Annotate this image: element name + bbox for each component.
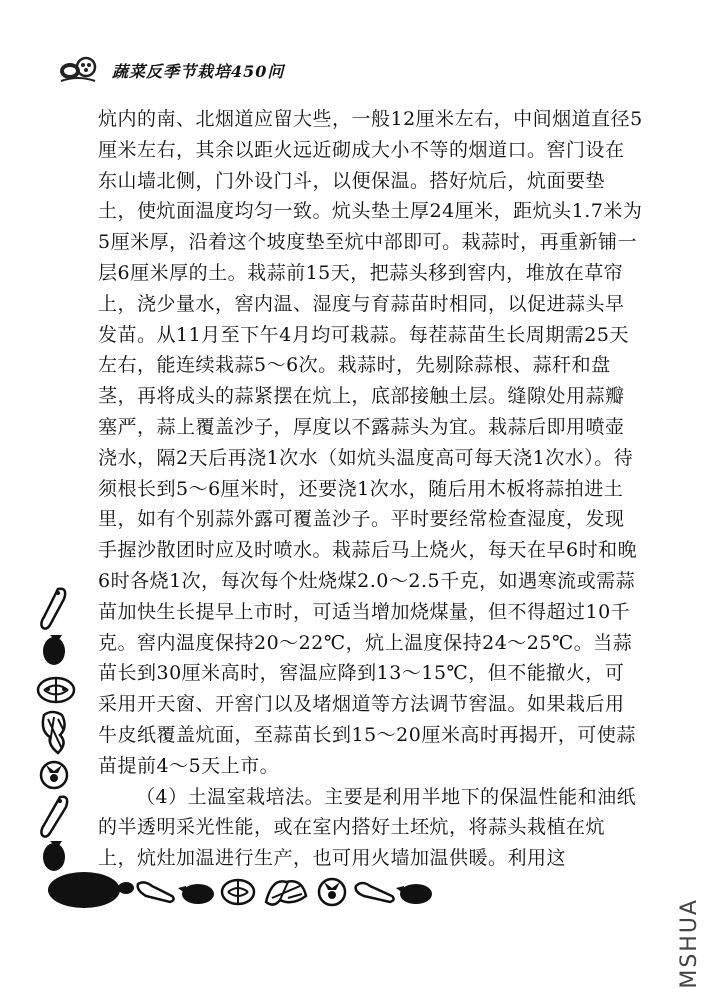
eggplant-icon <box>396 884 432 904</box>
pumpkin-icon <box>222 880 254 904</box>
tomato-icon <box>319 879 345 905</box>
tomato-icon <box>41 762 67 788</box>
cucumber-icon <box>356 883 394 902</box>
page-header <box>58 52 284 88</box>
body-paragraph: （4）土温室栽培法。主要是利用半地下的保温性能和油纸的半透明采光性能，或在室内搭好土坯炕，将蒜头栽植在炕上，炕灶加温进行生产，也可用火墙加温供暖。利用这 <box>98 785 637 870</box>
watermark: MSHUA <box>677 898 702 989</box>
cucumber-icon <box>41 797 67 837</box>
leafy-vegetable-icon <box>266 881 306 904</box>
left-vegetable-border <box>28 585 84 875</box>
pumpkin-icon <box>38 678 74 702</box>
bottom-vegetable-border <box>40 868 440 912</box>
leafy-vegetable-icon <box>43 712 65 753</box>
page-body <box>98 104 643 874</box>
vegetables-logo-icon <box>58 55 98 85</box>
eggplant-icon <box>178 884 214 904</box>
cucumber-icon <box>41 589 65 629</box>
cucumber-icon <box>138 882 174 902</box>
eggplant-icon <box>43 841 65 871</box>
body-paragraph: 炕内的南、北烟道应留大些，一般12厘米左右，中间烟道直径5厘米左右，其余以距火远近砌成大小不等的烟道口。窖门设在东山墙北侧，门外设门斗，以便保温。搭好炕后，炕面要垫土，使炕面温度均匀一致。炕头垫土厚24厘米，距炕头1.7米为5厘米厚，沿着这个坡度垫至炕中部即可。栽蒜时，再重新铺一层6厘米厚的土。栽蒜前15天，把蒜头移到窖内，堆放在草帘上，浇少量水，窖内温、湿度与育蒜苗时相同，以促进蒜头早发苗。从11月至下午4月均可栽蒜。每茬蒜苗生长周期需25天左右，能连续栽蒜5～6次。栽蒜时，先剔除蒜根、蒜秆和盘茎，再将成头的蒜紧摆在炕上，底部接触土层。缝隙处用蒜瓣塞严，蒜上覆盖沙子，厚度以不露蒜头为宜。栽蒜后即用喷壶浇水，隔2天后再浇1次水（如炕头温度高可每天浇1次水）。待须根长到5～6厘米时，还要浇1次水，随后用木板将蒜拍进土里，如有个别蒜外露可覆盖沙子。平时要经常检查湿度，发现手握沙散团时应及时喷水。栽蒜后马上烧火，每天在早6时和晚6时各烧1次，每次每个灶烧煤2.0～2.5千克，如遇寒流或需蒜苗加快生长提早上市时，可适当增加烧煤量，但不得超过10千克。窖内温度保持20～22℃，炕上温度保持24～25℃。当蒜苗长到30厘米高时，窖温应降到13～15℃，但不能撤火，可采用开天窗、开窖门以及堵烟道等方法调节窖温。如果栽后用牛皮纸覆盖炕面，至蒜苗长到15～20厘米高时再揭开，可使蒜苗提前4～5天上市。 <box>98 108 643 777</box>
book-title: 蔬菜反季节栽培450问 <box>112 61 285 81</box>
eggplant-icon <box>48 872 134 908</box>
eggplant-icon <box>43 635 65 665</box>
